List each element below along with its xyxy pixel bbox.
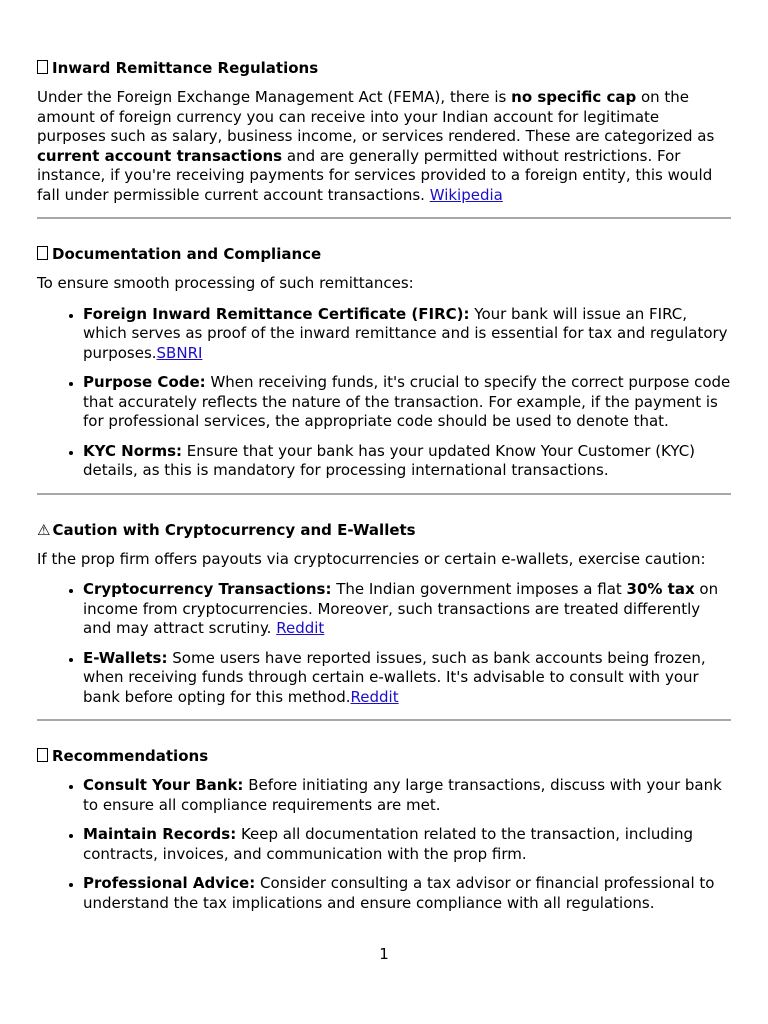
list-item: • Consult Your Bank: Before initiating any large transactions, discuss with your bank to ensure all compliance requirements are met. [83, 776, 731, 815]
list-item: • Foreign Inward Remittance Certificate (FIRC): Your bank will issue an FIRC, which serves as proof of the inward remittance and is essential for tax and regulatory purposes.SBNRI [83, 305, 731, 364]
missing-glyph-icon [37, 246, 48, 260]
bullet-list [37, 305, 731, 481]
list-item: • E-Wallets: Some users have reported issues, such as bank accounts being frozen, when receiving funds through certain e-wallets. It's advisable to consult with your bank before opting for this method.Reddit [83, 649, 731, 708]
section-intro: If the prop firm offers payouts via cryptocurrencies or certain e-wallets, exercise caution: [37, 549, 706, 568]
section-inward-remittance [37, 58, 731, 205]
missing-glyph-icon [37, 60, 48, 74]
warning-icon: ⚠ [37, 520, 51, 539]
divider [37, 217, 731, 219]
section-title: Recommendations [37, 746, 731, 766]
page-number: 1 [379, 945, 389, 963]
paragraph: Under the Foreign Exchange Management Act (FEMA), there is no specific cap on the amount of foreign currency you can receive into your Indian account for legitimate purposes such as salary, business income, or services rendered. These are categorized as current account transactions and are generally permitted without restrictions. For instance, if you're receiving payments for services provided to a foreign entity, this would fall under permissible current account transactions. Wikipedia [37, 88, 715, 204]
missing-glyph-icon [37, 748, 48, 762]
reddit-link[interactable]: Reddit [276, 619, 325, 637]
list-item: • Cryptocurrency Transactions: The Indian government imposes a flat 30% tax on income from cryptocurrencies. Moreover, such transactions are treated differently and may attract scrutiny. Reddit [83, 580, 731, 639]
section-intro: To ensure smooth processing of such remittances: [37, 274, 414, 292]
sbnri-link[interactable]: SBNRI [156, 343, 203, 362]
divider [37, 719, 731, 721]
bullet-list [37, 776, 731, 913]
section-recommendations [37, 746, 731, 913]
section-title: ⚠ Caution with Cryptocurrency and E-Wallets [37, 520, 416, 539]
document-page [37, 58, 731, 925]
list-item: • KYC Norms: Ensure that your bank has your updated Know Your Customer (KYC) details, as this is mandatory for processing international transactions. [83, 442, 731, 481]
section-documentation [37, 244, 731, 481]
list-item: • Purpose Code: When receiving funds, it's crucial to specify the correct purpose code that accurately reflects the nature of the transaction. For example, if the payment is for professional services, the appropriate code should be used to denote that. [83, 373, 731, 432]
wikipedia-link[interactable]: Wikipedia [429, 185, 503, 204]
list-item: • Maintain Records: Keep all documentation related to the transaction, including contracts, invoices, and communication with the prop firm. [83, 825, 731, 864]
section-title: Inward Remittance Regulations [37, 58, 731, 78]
bullet-list [37, 580, 731, 707]
section-caution [37, 520, 731, 708]
section-title: Documentation and Compliance [37, 244, 731, 264]
divider [37, 493, 731, 495]
list-item: • Professional Advice: Consider consulting a tax advisor or financial professional to understand the tax implications and ensure compliance with all regulations. [83, 874, 731, 913]
reddit-link[interactable]: Reddit [350, 687, 399, 706]
